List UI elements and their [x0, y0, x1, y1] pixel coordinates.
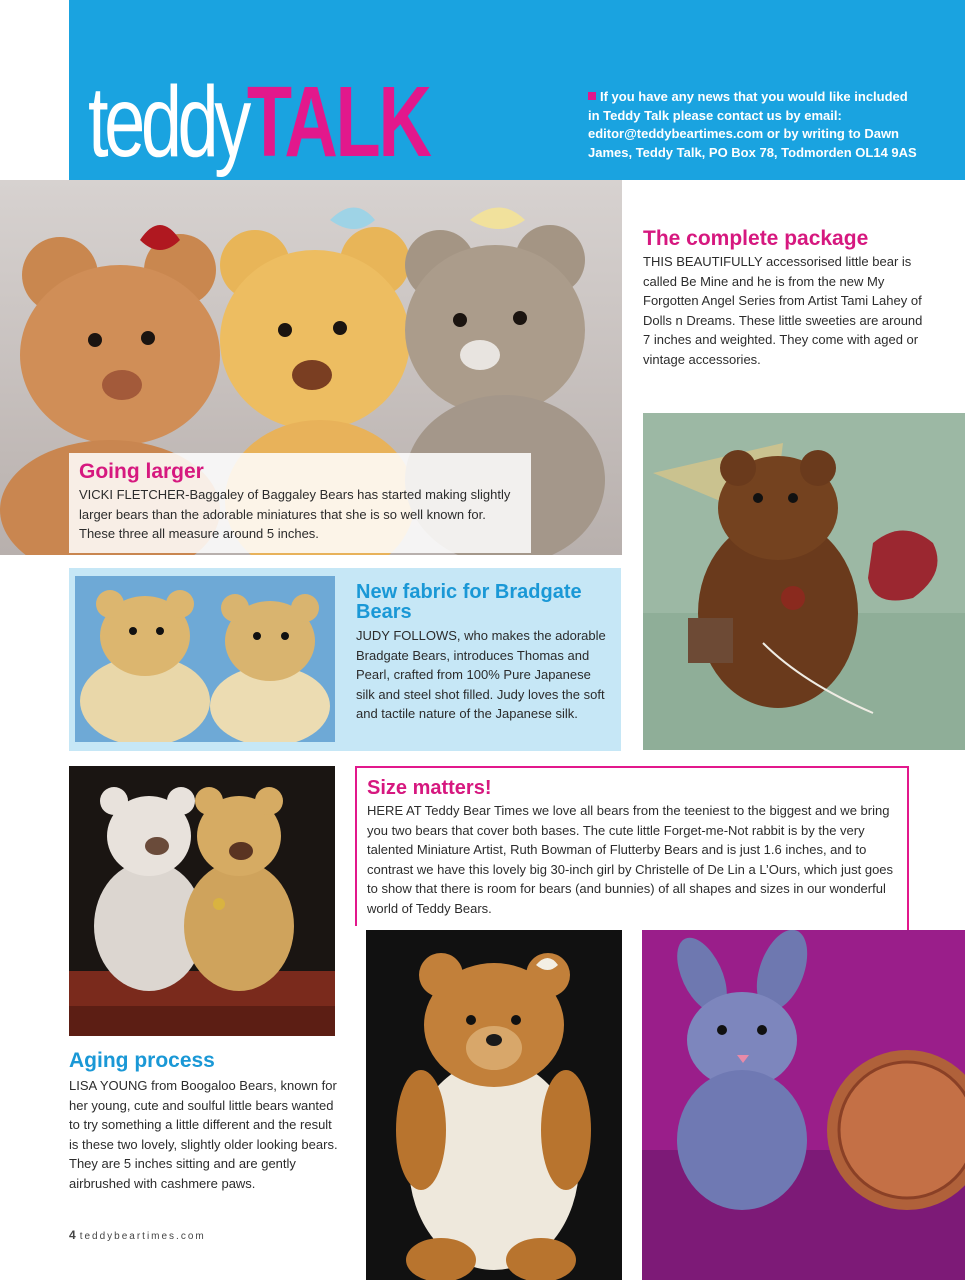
photo-aging-bears [69, 766, 335, 1036]
going-larger-body: VICKI FLETCHER-Baggaley of Baggaley Bears has started making slightly larger bears than the adorable miniatures that she is so well known for. These three all measure around 5 inches. [79, 487, 511, 542]
article-going-larger [69, 453, 531, 553]
contact-text: If you have any news that you would like included in Teddy Talk please contact us by email: editor@teddybeartimes.com or by writing to Dawn James, Teddy Talk, PO Box 78, Todmorden OL14 9AS [588, 89, 917, 160]
photo-big-bear-dress [366, 930, 622, 1280]
article-aging-process [69, 1050, 339, 1194]
contact-note [588, 88, 918, 162]
complete-package-body: THIS BEAUTIFULLY accessorised little bear is called Be Mine and he is from the new My Forgotten Angel Series from Artist Tami Lahey of Dolls n Dreams. These little sweeties are around 7 inches and weighted. They come with aged or vintage accessories. [643, 254, 923, 368]
section-logo [88, 66, 430, 178]
photo-rabbit-coin [642, 930, 965, 1280]
logo-bold-text: TALK [246, 66, 430, 178]
photo-bradgate-bears [75, 576, 335, 742]
bradgate-body: JUDY FOLLOWS, who makes the adorable Bradgate Bears, introduces Thomas and Pearl, crafted from 100% Pure Japanese silk and steel shot filled. Judy loves the soft and tactile nature of the Japanese silk. [356, 628, 606, 722]
photo-angel-bear [643, 413, 965, 750]
bradgate-title: New fabric for Bradgate Bears [356, 581, 582, 623]
bradgate-text [356, 582, 611, 724]
article-size-matters [355, 766, 909, 926]
size-matters-body: HERE AT Teddy Bear Times we love all bears from the teeniest to the biggest and we bring you two bears that cover both bases. The cute little Forget-me-Not rabbit is by the very talented Miniature Artist, Ruth Bowman of Flutterby Bears and is just 1.6 inches, and to contrast we have this lovely big 30-inch girl by Christelle of De Lin a L’Ours, which just goes to show that there is room for bears (and bunnies) of all shapes and sizes in our wonderful world of Teddy Bears. [367, 803, 894, 916]
size-matters-title: Size matters! [367, 777, 492, 799]
page-number: 4 [69, 1228, 76, 1242]
going-larger-title: Going larger [79, 460, 204, 483]
aging-title: Aging process [69, 1049, 215, 1072]
bullet-square-icon [588, 92, 596, 100]
aging-body: LISA YOUNG from Boogaloo Bears, known for her young, cute and soulful little bears wanted to try something a little different and the result is these two lovely, slightly older looking bears. They are 5 inches sitting and are gently airbrushed with cashmere paws. [69, 1078, 338, 1192]
logo-light-text: teddy [88, 66, 247, 178]
article-complete-package [643, 228, 923, 370]
complete-package-title: The complete package [643, 227, 869, 250]
footer-site: teddybeartimes.com [79, 1231, 206, 1242]
article-bradgate-bears [69, 568, 621, 751]
page-folio [69, 1228, 206, 1242]
